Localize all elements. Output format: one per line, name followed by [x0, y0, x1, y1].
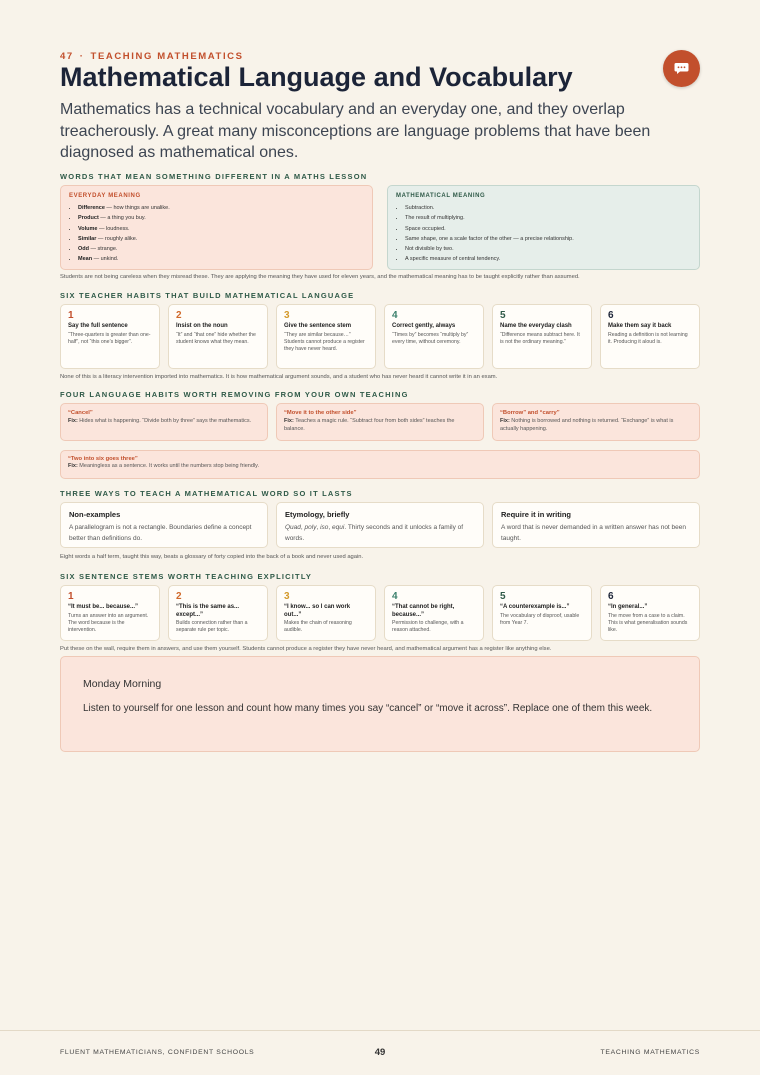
stem-card — [492, 585, 592, 641]
stem-number: 6 — [608, 591, 614, 602]
kicker-page-number: 47 — [60, 51, 74, 62]
everyday-meaning-list — [69, 203, 364, 265]
remove-habit-card — [60, 403, 268, 441]
way-body: A word that is never demanded in a written answer has not been taught. — [501, 524, 686, 542]
habit-card — [600, 304, 700, 369]
section-title-remove: FOUR LANGUAGE HABITS WORTH REMOVING FROM YOUR OWN TEACHING — [60, 390, 409, 399]
habit-body: “Three-quarters is greater than one-half”, not “this one’s bigger”. — [68, 331, 151, 345]
list-item: • Same shape, one a scale factor of the other — a precise relationship. — [405, 234, 691, 244]
remove-habit-fix: Fix: Nothing is borrowed and nothing is returned. “Exchange” is what is actually happening. — [500, 418, 674, 432]
remove-habit-card — [276, 403, 484, 441]
way-body: Quad, poly, iso, equi. Thirty seconds and it unlocks a family of words. — [285, 524, 464, 542]
remove-habit-fix: Fix: Meaningless as a sentence. It works until the numbers stop being friendly. — [68, 463, 259, 469]
habit-title: Insist on the noun — [176, 323, 228, 329]
list-item: • Not divisible by two. — [405, 244, 691, 254]
monday-morning-title: Monday Morning — [83, 678, 162, 690]
list-item: • Subtraction. — [405, 203, 691, 213]
habit-number: 6 — [608, 310, 614, 321]
list-item: • Volume — loudness. — [78, 224, 364, 234]
stems-note: Put these on the wall, require them in answers, and use them yourself. Students cannot produce a register they have never heard, and mathematical argument has a register like anything else. — [60, 646, 552, 652]
habit-title: Say the full sentence — [68, 323, 128, 329]
footer-divider — [0, 1030, 760, 1031]
habit-number: 5 — [500, 310, 506, 321]
footer-page-number: 49 — [374, 1047, 386, 1058]
list-item: • Difference — how things are unalike. — [78, 203, 364, 213]
habits-note: None of this is a literacy intervention imported into mathematics. It is how mathematical argument sounds, and a student who has never heard it cannot write it in an exam. — [60, 374, 498, 380]
list-item: • Mean — unkind. — [78, 254, 364, 264]
stem-number: 1 — [68, 591, 74, 602]
habit-number: 1 — [68, 310, 74, 321]
mathematical-meaning-label: MATHEMATICAL MEANING — [396, 193, 486, 199]
habit-number: 3 — [284, 310, 290, 321]
habit-body: “They are similar because…” Students cannot produce a register they have never heard. — [284, 331, 365, 352]
stem-body: Builds connection rather than a separate rule per topic. — [176, 620, 248, 633]
kicker-section: TEACHING MATHEMATICS — [90, 51, 244, 62]
lede-paragraph: Mathematics has a technical vocabulary and an everyday one, and they overlap treacherously. A great many misconceptions are language problems that have been diagnosed as mathematical ones. — [60, 101, 651, 161]
stem-card — [168, 585, 268, 641]
remove-habit-fix: Fix: Hides what is happening. “Divide both by three” says the mathematics. — [68, 418, 252, 424]
remove-habit-title: “Move it to the other side” — [284, 410, 357, 416]
habit-body: “Difference means subtract here. It is not the ordinary meaning.” — [500, 331, 580, 345]
way-title: Require it in writing — [501, 510, 572, 519]
section-title-habits: SIX TEACHER HABITS THAT BUILD MATHEMATICAL LANGUAGE — [60, 291, 355, 300]
remove-habit-title: “Cancel” — [68, 410, 93, 416]
habit-body: “Times by” becomes “multiply by” every time, without ceremony. — [392, 331, 469, 345]
stem-title: “That cannot be right, because...” — [392, 604, 455, 618]
remove-habit-title: “Two into six goes three” — [68, 456, 138, 462]
monday-morning-callout — [60, 656, 700, 752]
remove-habit-card — [60, 450, 700, 479]
stem-title: “It must be... because...” — [68, 604, 139, 610]
stem-number: 2 — [176, 591, 182, 602]
habit-number: 2 — [176, 310, 182, 321]
habit-body: “It” and “that one” hide whether the student knows what they mean. — [176, 331, 256, 345]
habit-title: Make them say it back — [608, 323, 672, 329]
stem-body: The vocabulary of disproof, usable from Year 7. — [500, 612, 580, 626]
section-title-words: WORDS THAT MEAN SOMETHING DIFFERENT IN A MATHS LESSON — [60, 172, 368, 181]
stem-title: “In general...” — [608, 604, 648, 610]
way-card — [492, 502, 700, 548]
remove-habit-title: “Borrow” and “carry” — [500, 410, 560, 416]
habit-card — [492, 304, 592, 369]
stem-body: The move from a case to a claim. This is what generalisation sounds like. — [608, 612, 688, 633]
stem-card — [600, 585, 700, 641]
ways-note: Eight words a half term, taught this way, beats a glossary of forty copied into the back of a book and never used again. — [60, 554, 364, 560]
mathematical-meaning-box — [387, 185, 700, 270]
speech-bubble-icon — [674, 62, 689, 75]
monday-morning-body: Listen to yourself for one lesson and count how many times you say “cancel” or “move it across”. Replace one of them this week. — [83, 703, 653, 714]
section-title-ways: THREE WAYS TO TEACH A MATHEMATICAL WORD SO IT LASTS — [60, 489, 353, 498]
words-note: Students are not being careless when they misread these. They are applying the meaning they have used for eleven years, and the mathematical meaning has to be taught explicitly rather than assumed. — [60, 274, 580, 280]
kicker-separator: · — [79, 51, 85, 62]
stem-title: “This is the same as... except...” — [176, 604, 240, 618]
everyday-meaning-box — [60, 185, 373, 270]
stem-title: “I know... so I can work out...” — [284, 604, 351, 618]
stem-number: 5 — [500, 591, 506, 602]
stem-body: Makes the chain of reasoning audible. — [284, 620, 352, 633]
stem-body: Permission to challenge, with a reason attached. — [392, 620, 464, 633]
stem-number: 4 — [392, 591, 398, 602]
habit-card — [276, 304, 376, 369]
section-kicker — [60, 51, 244, 62]
stem-card — [384, 585, 484, 641]
way-body: A parallelogram is not a rectangle. Boundaries define a concept better than definitions do. — [69, 524, 252, 542]
stem-card — [60, 585, 160, 641]
habit-card — [60, 304, 160, 369]
habit-card — [384, 304, 484, 369]
page-title: Mathematical Language and Vocabulary — [60, 62, 573, 92]
way-title: Etymology, briefly — [285, 510, 350, 519]
stem-body: Turns an answer into an argument. The word because is the intervention. — [68, 612, 149, 633]
everyday-meaning-label: EVERYDAY MEANING — [69, 193, 141, 199]
remove-habit-fix: Fix: Teaches a magic rule. “Subtract four from both sides” teaches the balance. — [284, 418, 455, 432]
list-item: • Space occupied. — [405, 224, 691, 234]
habit-body: Reading a definition is not learning it. Producing it aloud is. — [608, 331, 688, 345]
list-item: • Similar — roughly alike. — [78, 234, 364, 244]
habit-card — [168, 304, 268, 369]
section-title-stems: SIX SENTENCE STEMS WORTH TEACHING EXPLICITLY — [60, 572, 313, 581]
footer-left: FLUENT MATHEMATICIANS, CONFIDENT SCHOOLS — [60, 1049, 255, 1056]
habit-title: Correct gently, always — [392, 323, 456, 329]
remove-habit-card — [492, 403, 700, 441]
way-card — [276, 502, 484, 548]
way-card — [60, 502, 268, 548]
stem-number: 3 — [284, 591, 290, 602]
habit-number: 4 — [392, 310, 398, 321]
list-item: • Odd — strange. — [78, 244, 364, 254]
mathematical-meaning-list — [396, 203, 691, 265]
stem-card — [276, 585, 376, 641]
chat-button[interactable] — [663, 50, 700, 87]
stem-title: “A counterexample is...” — [500, 604, 570, 610]
list-item: • The result of multiplying. — [405, 213, 691, 223]
habit-title: Give the sentence stem — [284, 323, 352, 329]
way-title: Non-examples — [69, 510, 121, 519]
list-item: • A specific measure of central tendency. — [405, 254, 691, 264]
footer-right: TEACHING MATHEMATICS — [600, 1049, 700, 1056]
list-item: • Product — a thing you buy. — [78, 213, 364, 223]
habit-title: Name the everyday clash — [500, 323, 572, 329]
